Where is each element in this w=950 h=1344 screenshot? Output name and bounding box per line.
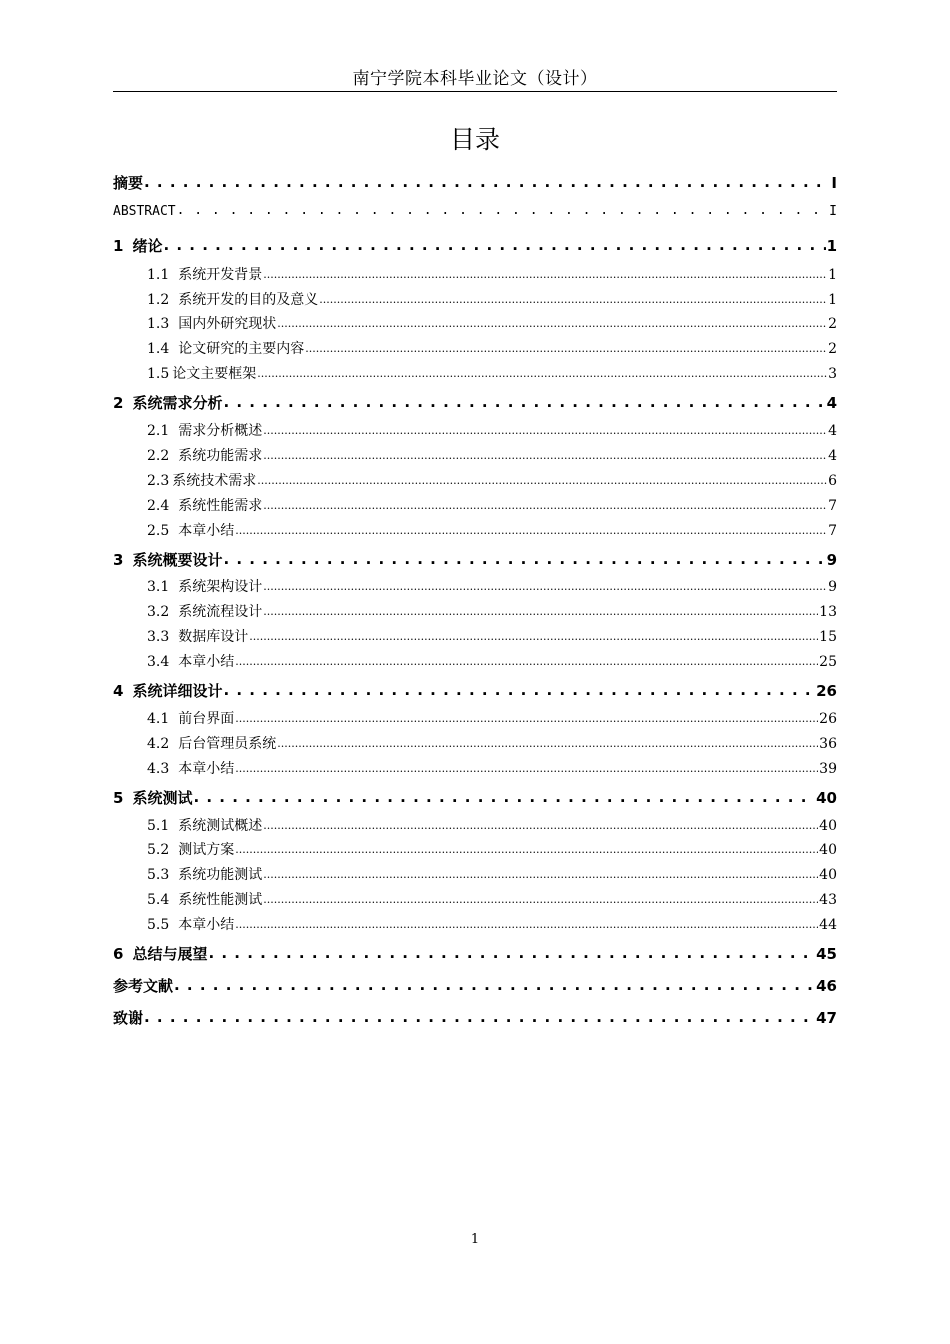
toc-entry-chapter[interactable] bbox=[113, 787, 837, 808]
dot-leader bbox=[263, 497, 827, 513]
toc-entry-title: 国内外研究现状 bbox=[178, 316, 277, 332]
toc-entry-page: 3 bbox=[828, 366, 837, 382]
toc-entry-page: 2 bbox=[828, 341, 837, 357]
toc-entry-page: 43 bbox=[819, 892, 837, 908]
page-number: 1 bbox=[470, 1232, 480, 1247]
dot-leader bbox=[144, 1008, 815, 1026]
toc-entry-page: 40 bbox=[816, 789, 837, 807]
toc-entry-title: 系统性能需求 bbox=[178, 498, 263, 514]
toc-entry-title: 参考文献 bbox=[113, 977, 174, 995]
toc-entry-label bbox=[147, 445, 262, 465]
toc-entry-page: 39 bbox=[819, 761, 837, 777]
toc-entry-page: 40 bbox=[819, 867, 837, 883]
toc-entry-chapter[interactable] bbox=[113, 204, 837, 219]
toc-entry-number: 4.1 bbox=[147, 711, 170, 727]
dot-leader bbox=[257, 365, 827, 381]
toc-entry-title: 前台界面 bbox=[178, 711, 235, 727]
dot-leader bbox=[174, 976, 815, 994]
toc-entry-section[interactable] bbox=[147, 520, 837, 540]
dot-leader bbox=[263, 266, 827, 282]
dot-leader bbox=[257, 472, 827, 488]
toc-entry-title: 绪论 bbox=[132, 237, 163, 255]
toc-entry-section[interactable] bbox=[147, 815, 837, 835]
toc-entry-page: I bbox=[829, 204, 837, 219]
toc-entry-number: 1.4 bbox=[147, 341, 170, 357]
toc-entry-title: 系统流程设计 bbox=[178, 604, 263, 620]
dot-leader bbox=[263, 866, 818, 882]
toc-entry-number: 4.3 bbox=[147, 761, 170, 777]
toc-entry-label bbox=[113, 975, 173, 996]
toc-entry-title: 系统技术需求 bbox=[172, 473, 257, 489]
toc-entry-number: 1.2 bbox=[147, 292, 170, 308]
toc-entry-title: 论文主要框架 bbox=[172, 366, 257, 382]
dot-leader bbox=[208, 944, 815, 962]
toc-entry-chapter[interactable] bbox=[113, 172, 837, 193]
toc-entry-page: 40 bbox=[819, 818, 837, 834]
dot-leader bbox=[263, 422, 827, 438]
toc-entry-title: 系统测试 bbox=[132, 789, 193, 807]
toc-entry-label bbox=[147, 576, 262, 596]
toc-entry-number: 2 bbox=[113, 394, 124, 412]
toc-entry-section[interactable] bbox=[147, 264, 837, 284]
toc-entry-page: 4 bbox=[828, 423, 837, 439]
toc-entry-section[interactable] bbox=[147, 420, 837, 440]
toc-entry-label bbox=[113, 549, 222, 570]
toc-entry-label bbox=[113, 204, 176, 219]
toc-entry-number: 1.3 bbox=[147, 316, 170, 332]
toc-entry-page: 44 bbox=[819, 917, 837, 933]
toc-entry-section[interactable] bbox=[147, 495, 837, 515]
dot-leader bbox=[263, 817, 818, 833]
toc-entry-title: 系统开发的目的及意义 bbox=[178, 292, 319, 308]
dot-leader bbox=[235, 760, 818, 776]
toc-entry-page: 9 bbox=[826, 551, 837, 569]
toc-entry-number: 2.3 bbox=[147, 473, 170, 489]
toc-entry-title: ABSTRACT bbox=[113, 204, 176, 219]
dot-leader bbox=[235, 522, 827, 538]
dot-leader bbox=[177, 203, 829, 218]
toc-entry-page: 47 bbox=[816, 1009, 837, 1027]
toc-entry-title: 测试方案 bbox=[178, 842, 235, 858]
dot-leader bbox=[263, 891, 818, 907]
dot-leader bbox=[235, 841, 818, 857]
toc-entry-label bbox=[147, 520, 234, 540]
toc-entry-section[interactable] bbox=[147, 445, 837, 465]
dot-leader bbox=[263, 447, 827, 463]
dot-leader bbox=[235, 916, 818, 932]
toc-entry-label bbox=[113, 172, 143, 193]
toc-entry-number: 3.3 bbox=[147, 629, 170, 645]
running-header: 南宁学院本科毕业论文（设计） bbox=[352, 69, 598, 89]
toc-entry-section[interactable] bbox=[147, 733, 837, 753]
toc-entry-chapter[interactable] bbox=[113, 975, 837, 996]
toc-entry-page: I bbox=[831, 174, 837, 192]
toc-entry-page: 45 bbox=[816, 945, 837, 963]
toc-entry-title: 本章小结 bbox=[178, 917, 235, 933]
toc-entry-label bbox=[147, 815, 262, 835]
dot-leader bbox=[223, 550, 825, 568]
toc-entry-section[interactable] bbox=[147, 363, 837, 383]
toc-entry-label bbox=[147, 289, 318, 309]
toc-entry-title: 系统功能测试 bbox=[178, 867, 263, 883]
dot-leader bbox=[263, 578, 827, 594]
toc-entry-label bbox=[113, 235, 162, 256]
toc-entry-title: 论文研究的主要内容 bbox=[178, 341, 305, 357]
toc-entry-title: 需求分析概述 bbox=[178, 423, 263, 439]
toc-entry-label bbox=[147, 313, 276, 333]
toc-entry-section[interactable] bbox=[147, 601, 837, 621]
toc-entry-number: 3.4 bbox=[147, 654, 170, 670]
toc-entry-page: 9 bbox=[828, 579, 837, 595]
toc-entry-number: 3 bbox=[113, 551, 124, 569]
toc-entry-number: 4 bbox=[113, 682, 124, 700]
toc-entry-section[interactable] bbox=[147, 839, 837, 859]
toc-entry-chapter[interactable] bbox=[113, 680, 837, 701]
toc-entry-section[interactable] bbox=[147, 889, 837, 909]
toc-entry-page: 2 bbox=[828, 316, 837, 332]
toc-entry-number: 2.5 bbox=[147, 523, 170, 539]
toc-entry-label bbox=[147, 626, 248, 646]
toc-entry-section[interactable] bbox=[147, 758, 837, 778]
toc-entry-chapter[interactable] bbox=[113, 1007, 837, 1028]
toc-entry-number: 2.1 bbox=[147, 423, 170, 439]
toc-entry-number: 3.1 bbox=[147, 579, 170, 595]
toc-entry-label bbox=[147, 338, 304, 358]
toc-entry-title: 系统测试概述 bbox=[178, 818, 263, 834]
dot-leader bbox=[277, 315, 827, 331]
toc-entry-title: 系统性能测试 bbox=[178, 892, 263, 908]
toc-entry-page: 46 bbox=[816, 977, 837, 995]
toc-entry-page: 1 bbox=[826, 237, 837, 255]
toc-entry-number: 5.2 bbox=[147, 842, 170, 858]
toc-entry-title: 系统概要设计 bbox=[132, 551, 223, 569]
toc-entry-number: 5.1 bbox=[147, 818, 170, 834]
toc-entry-page: 40 bbox=[819, 842, 837, 858]
dot-leader bbox=[235, 653, 818, 669]
toc-entry-label bbox=[147, 363, 256, 383]
toc-entry-page: 26 bbox=[819, 711, 837, 727]
toc-entry-chapter[interactable] bbox=[113, 943, 837, 964]
toc-entry-page: 1 bbox=[828, 292, 837, 308]
toc-entry-page: 36 bbox=[819, 736, 837, 752]
toc-entry-section[interactable] bbox=[147, 289, 837, 309]
toc-entry-number: 2.2 bbox=[147, 448, 170, 464]
toc-entry-number: 5.3 bbox=[147, 867, 170, 883]
toc-entry-section[interactable] bbox=[147, 708, 837, 728]
toc-entry-chapter[interactable] bbox=[113, 392, 837, 413]
toc-entry-chapter[interactable] bbox=[113, 549, 837, 570]
toc-entry-label bbox=[147, 864, 262, 884]
toc-entry-title: 摘要 bbox=[113, 174, 144, 192]
dot-leader bbox=[305, 340, 827, 356]
toc-entry-label bbox=[113, 392, 222, 413]
toc-entry-page: 1 bbox=[828, 267, 837, 283]
toc-entry-label bbox=[113, 680, 222, 701]
toc-entry-label bbox=[147, 495, 262, 515]
toc-entry-number: 2.4 bbox=[147, 498, 170, 514]
toc-entry-page: 7 bbox=[828, 498, 837, 514]
toc-entry-label bbox=[147, 758, 234, 778]
toc-entry-title: 数据库设计 bbox=[178, 629, 249, 645]
toc-entry-label bbox=[147, 914, 234, 934]
toc-entry-number: 5.5 bbox=[147, 917, 170, 933]
dot-leader bbox=[235, 710, 818, 726]
toc-entry-label bbox=[147, 420, 262, 440]
toc-entry-page: 13 bbox=[819, 604, 837, 620]
toc-entry-section[interactable] bbox=[147, 864, 837, 884]
toc-entry-number: 1.5 bbox=[147, 366, 170, 382]
dot-leader bbox=[193, 788, 815, 806]
toc-entry-page: 26 bbox=[816, 682, 837, 700]
toc-entry-title: 致谢 bbox=[113, 1009, 144, 1027]
header-rule bbox=[113, 91, 837, 92]
toc-entry-number: 4.2 bbox=[147, 736, 170, 752]
toc-entry-page: 4 bbox=[828, 448, 837, 464]
toc-entry-label bbox=[147, 839, 234, 859]
toc-entry-section[interactable] bbox=[147, 651, 837, 671]
toc-entry-label bbox=[147, 708, 234, 728]
toc-entry-title: 系统需求分析 bbox=[132, 394, 223, 412]
toc-entry-label bbox=[113, 787, 192, 808]
toc-entry-section[interactable] bbox=[147, 338, 837, 358]
toc-entry-page: 4 bbox=[826, 394, 837, 412]
dot-leader bbox=[263, 603, 818, 619]
dot-leader bbox=[277, 735, 818, 751]
toc-entry-title: 本章小结 bbox=[178, 523, 235, 539]
dot-leader bbox=[319, 291, 827, 307]
toc-entry-number: 5 bbox=[113, 789, 124, 807]
toc-entry-page: 25 bbox=[819, 654, 837, 670]
toc-entry-label bbox=[147, 889, 262, 909]
toc-entry-number: 1.1 bbox=[147, 267, 170, 283]
dot-leader bbox=[223, 681, 815, 699]
toc-entry-section[interactable] bbox=[147, 470, 837, 490]
toc-entry-label bbox=[113, 943, 207, 964]
toc-entry-label bbox=[113, 1007, 143, 1028]
toc-entry-section[interactable] bbox=[147, 626, 837, 646]
dot-leader bbox=[163, 236, 825, 254]
dot-leader bbox=[223, 393, 825, 411]
toc-entry-title: 系统功能需求 bbox=[178, 448, 263, 464]
toc-entry-section[interactable] bbox=[147, 313, 837, 333]
toc-entry-number: 5.4 bbox=[147, 892, 170, 908]
toc-entry-label bbox=[147, 651, 234, 671]
dot-leader bbox=[249, 628, 818, 644]
toc-entry-title: 系统详细设计 bbox=[132, 682, 223, 700]
toc-entry-chapter[interactable] bbox=[113, 235, 837, 256]
toc-title: 目录 bbox=[449, 125, 500, 154]
dot-leader bbox=[144, 173, 830, 191]
toc-entry-section[interactable] bbox=[147, 914, 837, 934]
toc-entry-title: 后台管理员系统 bbox=[178, 736, 277, 752]
toc-entry-number: 1 bbox=[113, 237, 124, 255]
toc-entry-title: 系统架构设计 bbox=[178, 579, 263, 595]
toc-entry-section[interactable] bbox=[147, 576, 837, 596]
toc-entry-label bbox=[147, 470, 256, 490]
toc-entry-number: 6 bbox=[113, 945, 124, 963]
toc-entry-page: 6 bbox=[828, 473, 837, 489]
toc-entry-title: 系统开发背景 bbox=[178, 267, 263, 283]
toc-entry-label bbox=[147, 264, 262, 284]
toc-entry-title: 本章小结 bbox=[178, 761, 235, 777]
toc-entry-page: 7 bbox=[828, 523, 837, 539]
toc-entry-page: 15 bbox=[819, 629, 837, 645]
toc-entry-title: 本章小结 bbox=[178, 654, 235, 670]
toc-entry-number: 3.2 bbox=[147, 604, 170, 620]
toc-entry-label bbox=[147, 601, 262, 621]
toc-entry-label bbox=[147, 733, 276, 753]
toc-entry-title: 总结与展望 bbox=[132, 945, 208, 963]
